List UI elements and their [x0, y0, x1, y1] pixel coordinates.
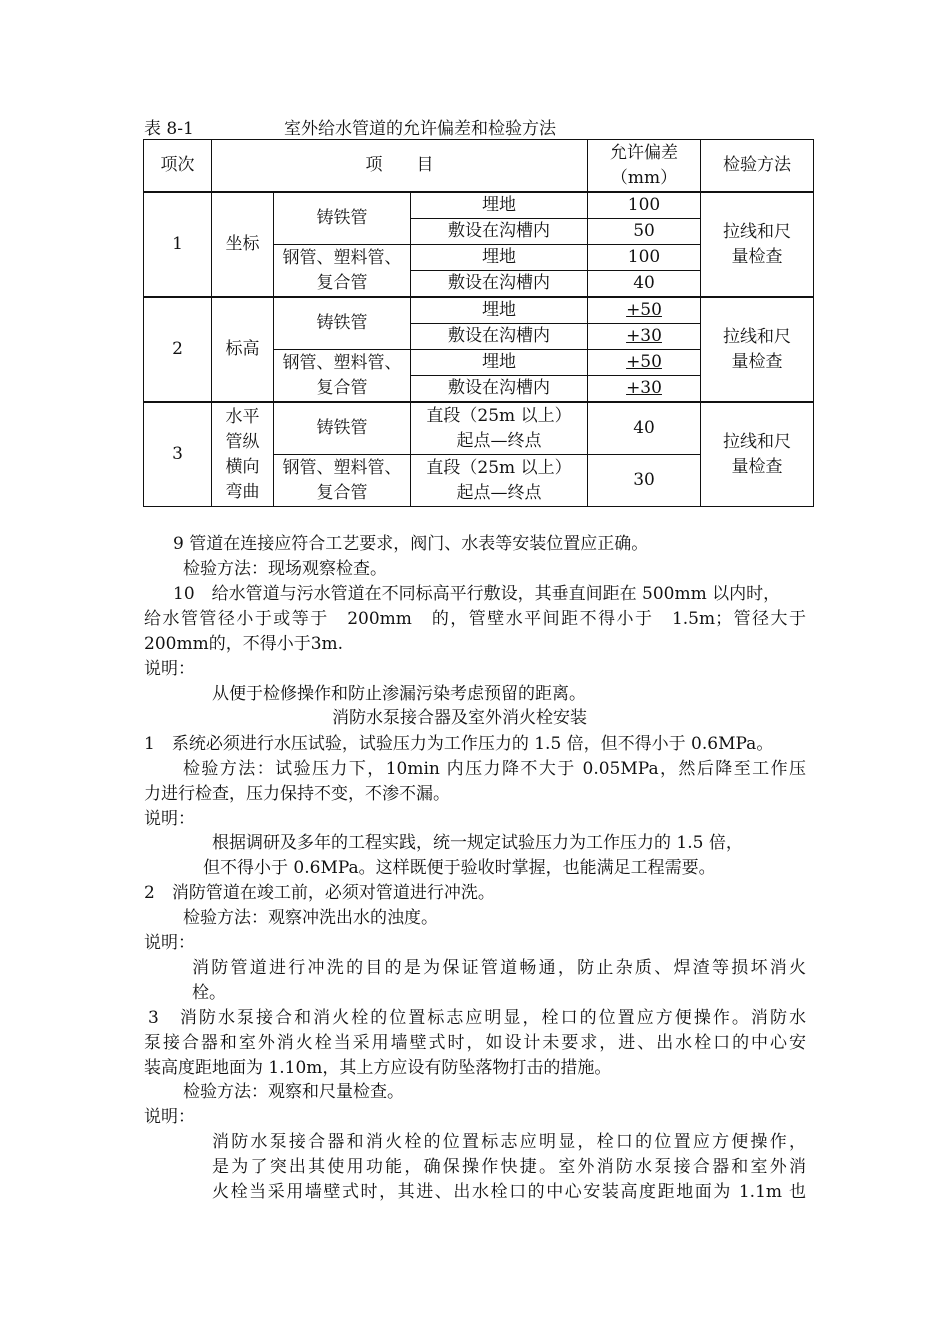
note-label: 说明： [144, 1107, 195, 1127]
method-cell [701, 402, 814, 507]
paragraph-9: 9 管道在连接应符合工艺要求，阀门、水表等安装位置应正确。 [173, 534, 649, 554]
category-line: 水平 [225, 406, 260, 427]
condition-cell: 埋地 [411, 297, 588, 324]
header-deviation-line1: 允许偏差 [610, 142, 679, 163]
clause-2: 2 消防管道在竣工前，必须对管道进行冲洗。 [144, 883, 495, 903]
inspection-method: 检验方法：现场观察检查。 [183, 559, 387, 579]
condition-cell [411, 455, 588, 507]
pipe-type-cast-iron: 铸铁管 [274, 192, 411, 245]
pipe-type-steel-plastic [274, 245, 411, 298]
condition-cell: 埋地 [411, 245, 588, 271]
pipe-type-cast-iron: 铸铁管 [274, 297, 411, 350]
note-text: 从便于检修操作和防止渗漏污染考虑预留的距离。 [212, 684, 586, 704]
clause-1-note-line2: 但不得小于 0.6MPa。这样既便于验收时掌握，也能满足工程需要。 [203, 858, 716, 878]
clause-3-note-line3: 火栓当采用墙壁式时，其进、出水栓口的中心安装高度距地面为 1.1m 也 [212, 1182, 806, 1202]
clause-3-line3: 装高度距地面为 1.10m，其上方应设有防坠落物打击的措施。 [144, 1058, 612, 1078]
clause-3-method: 检验方法：观察和尺量检查。 [183, 1082, 404, 1102]
deviation-table [143, 139, 814, 507]
method-cell [701, 297, 814, 402]
value-cell: 50 [588, 219, 701, 245]
value-cell: 40 [588, 271, 701, 298]
pipe2-line2: 复合管 [316, 272, 368, 293]
table-title: 室外给水管道的允许偏差和检验方法 [284, 119, 556, 139]
clause-3-note-line2: 是为了突出其使用功能，确保操作快捷。室外消防水泵接合器和室外消 [212, 1157, 806, 1177]
method-line2: 量检查 [731, 351, 783, 372]
clause-3-note-line1: 消防水泵接合器和消火栓的位置标志应明显，栓口的位置应方便操作， [212, 1132, 806, 1152]
header-deviation-line2: （mm） [610, 167, 678, 188]
condition-cell: 敷设在沟槽内 [411, 376, 588, 403]
clause-2-note-line1: 消防管道进行冲洗的目的是为保证管道畅通，防止杂质、焊渣等损坏消火 [192, 958, 806, 978]
method-line1: 拉线和尺 [723, 326, 792, 347]
clause-2-note-line2: 栓。 [192, 983, 226, 1003]
category-line: 管纵 [225, 431, 260, 452]
group-category: 坐标 [212, 192, 274, 297]
header-deviation [588, 140, 701, 193]
value-cell: +50 [588, 350, 701, 376]
clause-3-line1: 3 消防水泵接合和消火栓的位置标志应明显，栓口的位置应方便操作。消防水 [148, 1008, 806, 1028]
condition-line2: 起点—终点 [456, 482, 542, 503]
method-line2: 量检查 [731, 456, 783, 477]
method-line1: 拉线和尺 [723, 221, 792, 242]
pipe-type-steel-plastic [274, 350, 411, 403]
header-item: 项 目 [212, 140, 588, 193]
condition-cell: 埋地 [411, 192, 588, 219]
method-cell [701, 192, 814, 297]
value-cell: +50 [588, 297, 701, 324]
condition-cell [411, 402, 588, 455]
table-number: 表 8-1 [144, 119, 194, 139]
note-label: 说明： [144, 809, 195, 829]
value-cell: 100 [588, 245, 701, 271]
pipe2-line2: 复合管 [316, 377, 368, 398]
value-cell: +30 [588, 324, 701, 350]
condition-cell: 敷设在沟槽内 [411, 219, 588, 245]
condition-line1: 直段（25m 以上） [426, 405, 572, 426]
note-label: 说明： [144, 933, 195, 953]
clause-1-note-line1: 根据调研及多年的工程实践，统一规定试验压力为工作压力的 1.5 倍， [212, 833, 743, 853]
condition-line2: 起点—终点 [456, 430, 542, 451]
group-category [212, 402, 274, 507]
pipe2-line1: 钢管、塑料管、 [282, 247, 402, 268]
condition-cell: 埋地 [411, 350, 588, 376]
category-line: 弯曲 [225, 481, 260, 502]
clause-1-method-line2: 力进行检查，压力保持不变，不渗不漏。 [144, 784, 450, 804]
clause-1-method-line1: 检验方法：试验压力下，10min 内压力降不大于 0.05MPa，然后降至工作压 [183, 759, 806, 779]
paragraph-10-line2: 给水管管径小于或等于 200mm 的，管壁水平间距不得小于 1.5m；管径大于 [144, 609, 806, 629]
condition-line1: 直段（25m 以上） [426, 457, 572, 478]
condition-cell: 敷设在沟槽内 [411, 271, 588, 298]
pipe2-line1: 钢管、塑料管、 [282, 352, 402, 373]
pipe2-line1: 钢管、塑料管、 [282, 457, 402, 478]
paragraph-10-line1: 10 给水管道与污水管道在不同标高平行敷设，其垂直间距在 500mm 以内时， [173, 584, 781, 604]
method-line2: 量检查 [731, 246, 783, 267]
group-seq: 3 [144, 402, 212, 507]
table-row [144, 402, 814, 455]
category-line: 横向 [225, 456, 260, 477]
clause-3-line2: 泵接合器和室外消火栓当采用墙壁式时，如设计未要求，进、出水栓口的中心安 [144, 1033, 806, 1053]
header-seq: 项次 [144, 140, 212, 193]
condition-cell: 敷设在沟槽内 [411, 324, 588, 350]
value-cell: +30 [588, 376, 701, 403]
header-method: 检验方法 [701, 140, 814, 193]
clause-2-method: 检验方法：观察冲洗出水的浊度。 [183, 908, 438, 928]
group-category: 标高 [212, 297, 274, 402]
value-cell: 30 [588, 455, 701, 507]
paragraph-10-line3: 200mm的，不得小于3m. [144, 634, 344, 654]
note-label: 说明： [144, 659, 195, 679]
clause-1: 1 系统必须进行水压试验，试验压力为工作压力的 1.5 倍，但不得小于 0.6MPa。 [144, 734, 774, 754]
value-cell: 40 [588, 402, 701, 455]
table-header-row [144, 140, 814, 193]
pipe2-line2: 复合管 [316, 482, 368, 503]
group-seq: 2 [144, 297, 212, 402]
table-row [144, 192, 814, 219]
method-line1: 拉线和尺 [723, 431, 792, 452]
group-seq: 1 [144, 192, 212, 297]
section-title: 消防水泵接合器及室外消火栓安装 [332, 708, 587, 728]
pipe-type-steel-plastic [274, 455, 411, 507]
pipe-type-cast-iron: 铸铁管 [274, 402, 411, 455]
value-cell: 100 [588, 192, 701, 219]
table-caption [144, 114, 804, 138]
table-row [144, 297, 814, 324]
